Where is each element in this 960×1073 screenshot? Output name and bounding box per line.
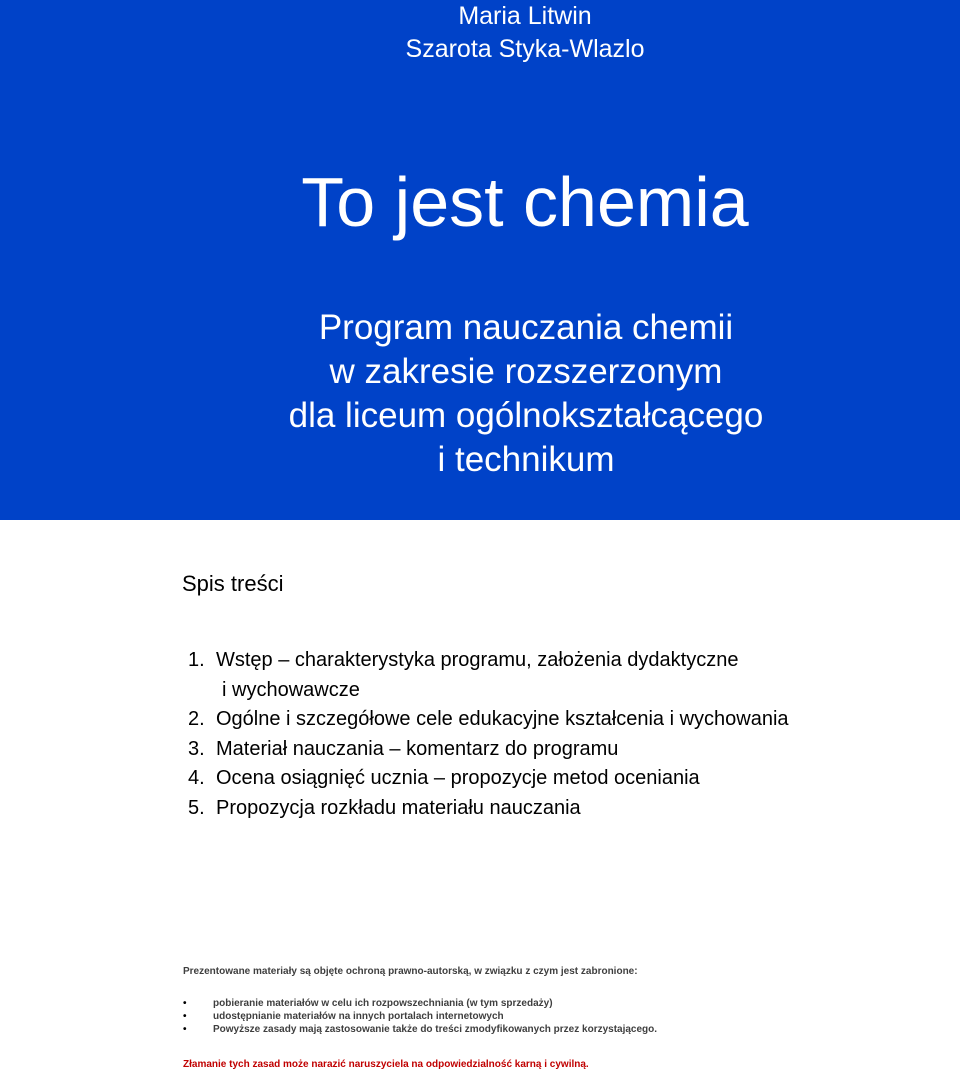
bullet-icon: • <box>183 1024 187 1035</box>
list-item-text: udostępnianie materiałów na innych portalach internetowych <box>213 1011 504 1022</box>
table-of-contents <box>188 646 908 823</box>
toc-item-4[interactable] <box>188 764 908 794</box>
toc-item-text: Materiał nauczania – komentarz do programu <box>216 737 619 760</box>
subtitle-line: i technikum <box>437 440 615 479</box>
bullet-icon: • <box>183 1011 187 1022</box>
toc-item-2[interactable] <box>188 705 908 735</box>
copyright-notice <box>183 966 903 1036</box>
toc-item-3[interactable] <box>188 735 908 765</box>
list-item <box>183 1010 903 1023</box>
toc-item-1[interactable] <box>188 646 908 705</box>
toc-heading: Spis treści <box>182 571 284 596</box>
authors <box>380 0 670 66</box>
notice-intro: Prezentowane materiały są objęte ochroną prawno-autorską, w związku z czym jest zabronione: <box>183 966 638 977</box>
author-2: Szarota Styka-Wlazlo <box>405 35 645 63</box>
subtitle <box>0 306 960 482</box>
toc-item-number: 2. <box>188 708 205 730</box>
book-title: To jest chemia <box>301 163 749 241</box>
toc-item-text: Ogólne i szczegółowe cele edukacyjne kształcenia i wychowania <box>216 708 789 730</box>
list-item-text: Powyższe zasady mają zastosowanie także do treści zmodyfikowanych przez korzystającego. <box>213 1024 658 1035</box>
subtitle-line: Program nauczania chemii <box>318 308 734 347</box>
toc-item-text: Ocena osiągnięć ucznia – propozycje metod oceniania <box>216 767 700 789</box>
toc-item-text: Propozycja rozkładu materiału nauczania <box>216 796 581 819</box>
toc-item-number: 1. <box>188 649 205 671</box>
author-1: Maria Litwin <box>458 2 592 30</box>
prohibitions-list <box>183 997 903 1036</box>
legal-warning: Złamanie tych zasad może narazić naruszyciela na odpowiedzialność karną i cywilną. <box>183 1059 589 1070</box>
subtitle-line: dla liceum ogólnokształcącego <box>288 396 764 435</box>
list-item-text: pobieranie materiałów w celu ich rozpowszechniania (w tym sprzedaży) <box>213 998 553 1009</box>
toc-item-5[interactable] <box>188 794 908 824</box>
toc-item-number: 4. <box>188 767 205 789</box>
toc-item-number: 3. <box>188 737 205 760</box>
subtitle-line: w zakresie rozszerzonym <box>329 352 723 391</box>
toc-item-continuation: i wychowawcze <box>222 678 360 701</box>
toc-item-number: 5. <box>188 796 205 819</box>
list-item <box>183 997 903 1010</box>
list-item <box>183 1023 903 1036</box>
toc-item-text: Wstęp – charakterystyka programu, założenia dydaktyczne <box>216 649 739 671</box>
cover-banner <box>0 0 960 520</box>
bullet-icon: • <box>183 998 187 1009</box>
